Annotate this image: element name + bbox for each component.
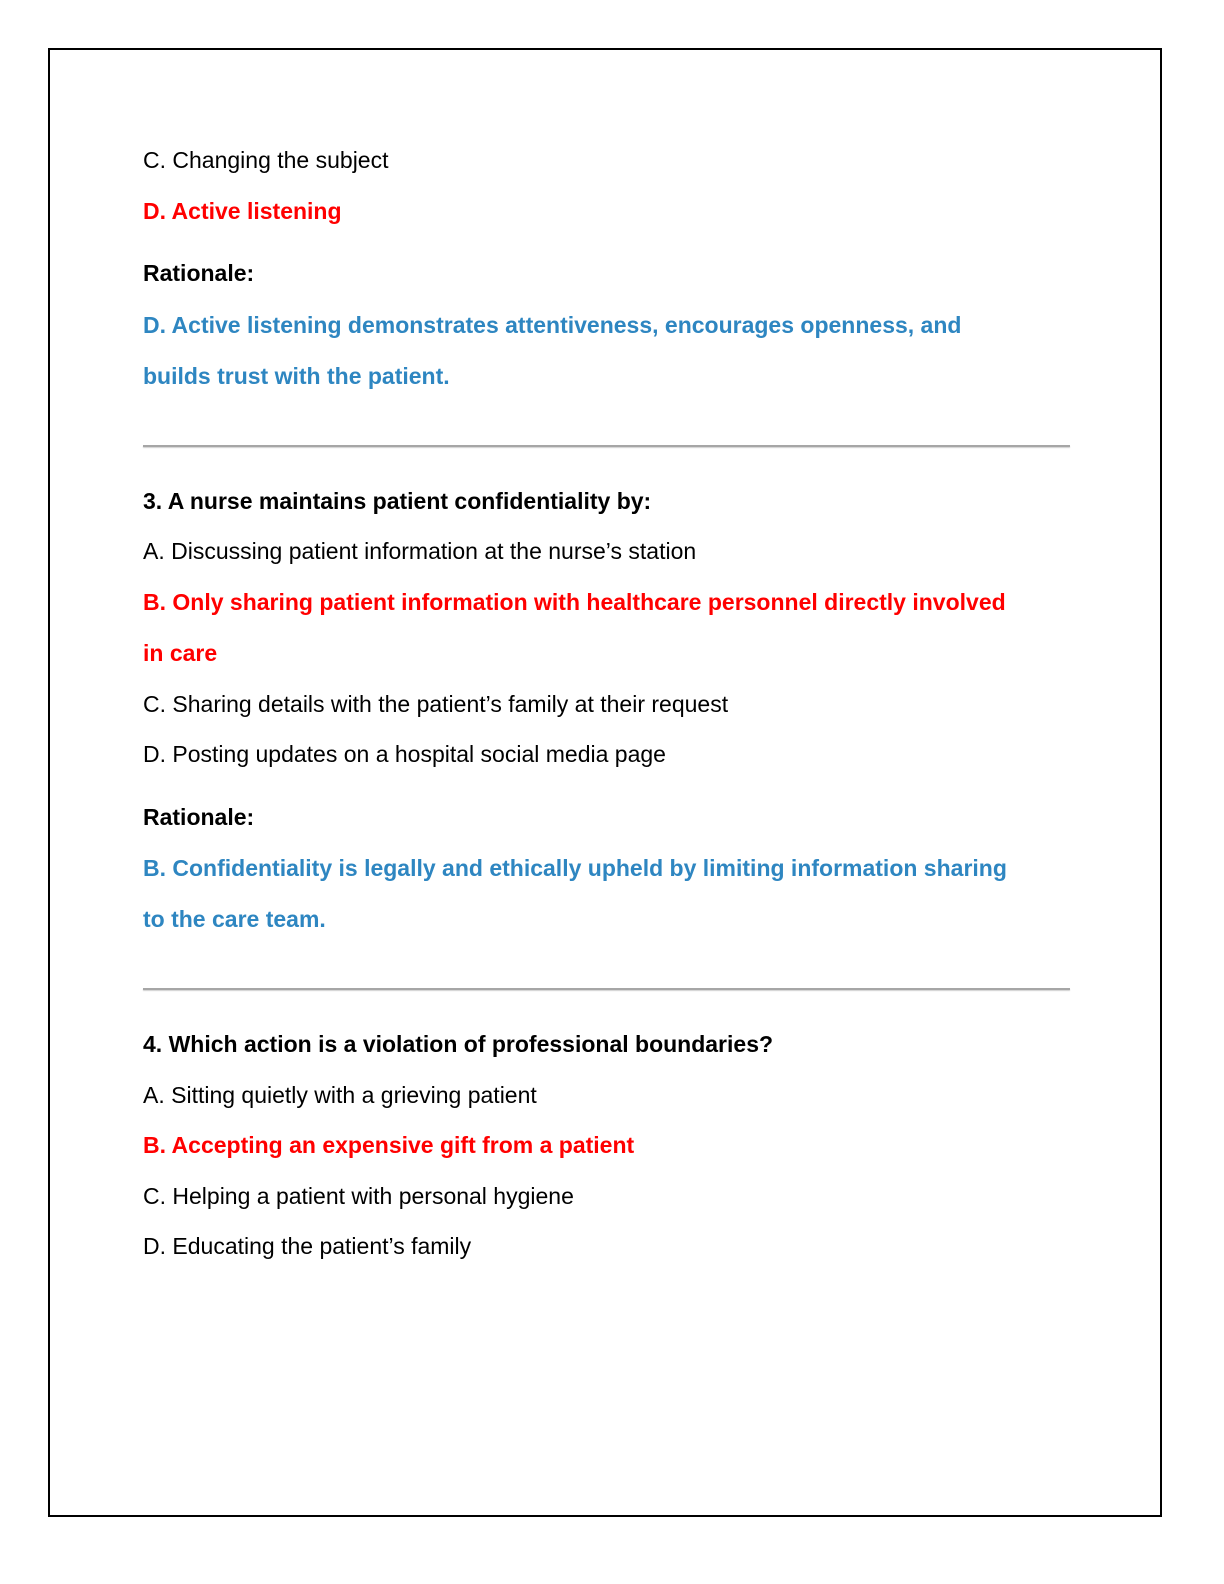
section-divider (143, 445, 1070, 447)
q2-rationale-text-1: D. Active listening demonstrates attentiveness, encourages openness, and (143, 312, 962, 338)
q2-rationale-label: Rationale: (143, 260, 255, 286)
q3-rationale-text-2: to the care team. (143, 906, 326, 932)
q2-option-d-correct: D. Active listening (143, 198, 342, 224)
q4-option-d: D. Educating the patient’s family (143, 1233, 472, 1259)
q3-option-d: D. Posting updates on a hospital social media page (143, 741, 666, 767)
q4-option-b-correct: B. Accepting an expensive gift from a patient (143, 1132, 635, 1158)
q3-option-a: A. Discussing patient information at the nurse’s station (143, 538, 697, 564)
q3-option-c: C. Sharing details with the patient’s family at their request (143, 691, 729, 717)
q2-option-c: C. Changing the subject (143, 147, 389, 173)
q3-rationale-text-1: B. Confidentiality is legally and ethically upheld by limiting information sharing (143, 855, 1007, 881)
q3-question: 3. A nurse maintains patient confidentiality by: (143, 488, 652, 514)
section-divider (143, 988, 1070, 990)
q3-rationale-label: Rationale: (143, 804, 255, 830)
q3-option-b-correct-1: B. Only sharing patient information with healthcare personnel directly involved (143, 589, 1006, 615)
q4-option-a: A. Sitting quietly with a grieving patient (143, 1082, 537, 1108)
q2-rationale-text-2: builds trust with the patient. (143, 363, 450, 389)
q4-option-c: C. Helping a patient with personal hygiene (143, 1183, 574, 1209)
q3-option-b-correct-2: in care (143, 640, 218, 666)
q4-question: 4. Which action is a violation of professional boundaries? (143, 1031, 774, 1057)
